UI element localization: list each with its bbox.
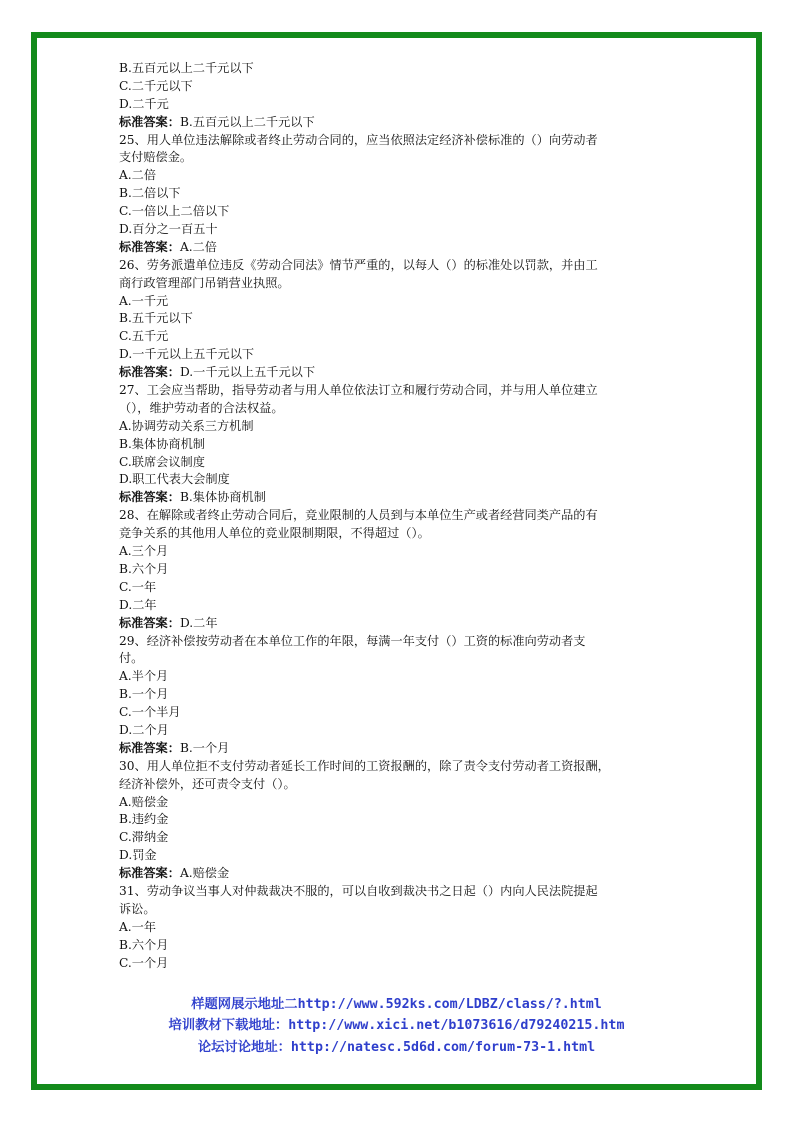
question-line: C.一倍以上二倍以下 <box>119 204 230 219</box>
question-line: A.赔偿金 <box>119 794 169 809</box>
question-line: B.二倍以下 <box>119 186 181 201</box>
question-line: A.三个月 <box>119 544 169 559</box>
question-line: A.一年 <box>119 919 157 934</box>
question-line: D.百分之一百五十 <box>119 222 218 237</box>
question-line: 经济补偿外，还可责令支付（）。 <box>119 776 296 791</box>
question-line: A.二倍 <box>119 168 157 183</box>
answer-line <box>119 239 679 257</box>
question-line: B.一个月 <box>119 687 169 702</box>
footer-link[interactable]: http://natesc.5d6d.com/forum-73-1.html <box>290 1039 596 1055</box>
question-line: 商行政管理部门吊销营业执照。 <box>119 275 290 290</box>
question-line: 28、在解除或者终止劳动合同后，竞业限制的人员到与本单位生产或者经营同类产品的有 <box>119 508 598 523</box>
question-line: A.一千元 <box>119 293 169 308</box>
question-line: B.六个月 <box>119 937 169 952</box>
answer-line <box>119 865 679 883</box>
question-line: 31、劳动争议当事人对仲裁裁决不服的，可以自收到裁决书之日起（）内向人民法院提起 <box>119 883 598 898</box>
question-line: 25、用人单位违法解除或者终止劳动合同的，应当依照法定经济补偿标准的（）向劳动者 <box>119 132 598 147</box>
answer-label: 标准答案： <box>119 740 180 755</box>
answer-label: 标准答案： <box>119 114 180 129</box>
question-line: B.违约金 <box>119 812 169 827</box>
footer-links <box>31 994 762 1058</box>
question-line: 27、工会应当帮助，指导劳动者与用人单位依法订立和履行劳动合同，并与用人单位建立 <box>119 383 598 398</box>
answer-value: B.五百元以上二千元以下 <box>179 114 315 129</box>
question-line: C.滞纳金 <box>119 830 169 845</box>
question-line: 付。 <box>119 651 144 666</box>
footer-line <box>31 1015 762 1036</box>
question-line: D.职工代表大会制度 <box>119 472 230 487</box>
question-line: A.半个月 <box>119 669 169 684</box>
answer-value: B.集体协商机制 <box>179 490 266 505</box>
answer-line <box>119 114 679 132</box>
footer-link[interactable]: http://www.xici.net/b1073616/d79240215.htm <box>288 1018 625 1034</box>
footer-label: 培训教材下载地址： <box>168 1018 289 1034</box>
question-line: （），维护劳动者的合法权益。 <box>119 400 284 415</box>
answer-label: 标准答案： <box>119 490 180 505</box>
question-line: A.协调劳动关系三方机制 <box>119 418 254 433</box>
answer-value: D.二年 <box>179 615 218 630</box>
answer-label: 标准答案： <box>119 365 180 380</box>
answer-line <box>119 615 679 633</box>
answer-line <box>119 364 679 382</box>
answer-label: 标准答案： <box>119 866 180 881</box>
footer-link[interactable]: http://www.592ks.com/LDBZ/class/?.html <box>297 997 602 1012</box>
question-line: 26、劳务派遣单位违反《劳动合同法》情节严重的，以每人（）的标准处以罚款，并由工 <box>119 257 598 272</box>
question-line: D.一千元以上五千元以下 <box>119 347 255 362</box>
footer-line <box>31 994 762 1015</box>
question-line: D.二年 <box>119 597 157 612</box>
question-line: D.罚金 <box>119 848 157 863</box>
question-line: B.五百元以上二千元以下 <box>119 61 254 75</box>
answer-value: D.一千元以上五千元以下 <box>179 365 316 380</box>
question-content <box>119 60 679 972</box>
question-line: D.二个月 <box>119 722 169 737</box>
question-line: C.二千元以下 <box>119 78 193 93</box>
question-line: D.二千元 <box>119 96 169 111</box>
question-line: 诉讼。 <box>119 901 156 916</box>
question-line: C.一个半月 <box>119 705 181 720</box>
answer-line <box>119 740 679 758</box>
question-line: B.集体协商机制 <box>119 436 205 451</box>
question-line: 30、用人单位拒不支付劳动者延长工作时间的工资报酬的，除了责令支付劳动者工资报酬， <box>119 758 610 773</box>
answer-value: A.赔偿金 <box>179 866 230 881</box>
answer-label: 标准答案： <box>119 615 180 630</box>
question-line: B.五千元以下 <box>119 311 193 326</box>
footer-label: 论坛讨论地址： <box>197 1039 291 1055</box>
question-line: C.联席会议制度 <box>119 454 205 469</box>
answer-value: B.一个月 <box>179 740 230 755</box>
answer-value: A.二倍 <box>179 239 217 254</box>
question-line: 支付赔偿金。 <box>119 150 193 165</box>
question-line: 竞争关系的其他用人单位的竞业限制期限，不得超过（）。 <box>119 526 430 541</box>
question-line: C.一个月 <box>119 955 169 970</box>
answer-label: 标准答案： <box>119 239 180 254</box>
question-line: C.五千元 <box>119 329 169 344</box>
question-line: 29、经济补偿按劳动者在本单位工作的年限，每满一年支付（）工资的标准向劳动者支 <box>119 633 586 648</box>
question-line: C.一年 <box>119 579 157 594</box>
footer-line <box>31 1037 762 1058</box>
question-line: B.六个月 <box>119 561 169 576</box>
answer-line <box>119 489 679 507</box>
footer-label: 样题网展示地址二 <box>191 997 298 1012</box>
